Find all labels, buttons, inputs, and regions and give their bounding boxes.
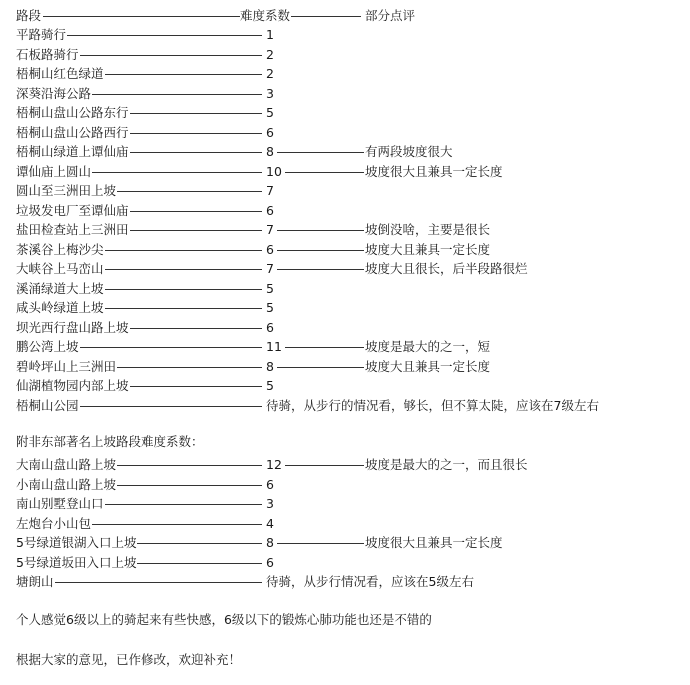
route-difficulty: 6 [266, 202, 274, 218]
route-difficulty: 11 [266, 339, 282, 354]
row-divider [137, 563, 262, 564]
route-difficulty: 3 [266, 496, 274, 511]
route-name: 碧岭坪山上三洲田 [16, 358, 117, 374]
table-row [16, 572, 676, 592]
route-difficulty: 2 [266, 46, 274, 62]
table-row [16, 455, 676, 475]
header-route: 路段 [16, 8, 42, 23]
row-divider [130, 328, 262, 329]
header-difficulty: 难度系数 [240, 8, 291, 23]
row-divider [92, 172, 262, 173]
route-comment: 坡度很大且兼具一定长度 [365, 535, 503, 550]
route-name: 石板路骑行 [16, 46, 79, 62]
route-difficulty: 待骑，从步行情况看，应该在5级左右 [266, 574, 474, 589]
row-divider [92, 524, 262, 525]
route-difficulty: 12 [266, 457, 282, 472]
route-difficulty: 5 [266, 280, 274, 296]
route-name: 5号绿道坂田入口上坡 [16, 554, 137, 570]
route-difficulty: 6 [266, 476, 274, 492]
table-row [16, 357, 676, 377]
route-name: 梧桐山盘山公路东行 [16, 105, 129, 120]
row-divider [67, 35, 262, 36]
row-divider [105, 289, 262, 290]
row-divider [80, 55, 262, 56]
route-name: 圆山至三洲田上坡 [16, 183, 117, 198]
row-divider [130, 386, 262, 387]
table-row [16, 259, 676, 279]
route-name: 梧桐山绿道上谭仙庙 [16, 144, 129, 159]
table-row [16, 475, 676, 495]
row-divider [130, 133, 262, 134]
note-paragraph: 个人感觉6级以上的骑起来有些快感，6级以下的锻炼心肺功能也还是不错的 [16, 612, 432, 627]
route-comment: 坡倒没啥，主要是很长 [365, 222, 491, 237]
row-divider [105, 308, 262, 309]
row-divider [285, 347, 364, 348]
table-row [16, 181, 676, 201]
table-row [16, 162, 676, 182]
route-comment: 坡度很大且兼具一定长度 [365, 163, 503, 179]
route-difficulty: 6 [266, 554, 274, 570]
route-name: 谭仙庙上圆山 [16, 163, 92, 179]
table-row [16, 337, 676, 357]
row-divider [137, 543, 262, 544]
route-difficulty: 待骑，从步行的情况看，够长，但不算太陡，应该在7级左右 [266, 397, 599, 413]
table-row [16, 64, 676, 84]
route-name: 大南山盘山路上坡 [16, 457, 117, 472]
header-divider [43, 16, 240, 17]
row-divider [130, 113, 262, 114]
table-row [16, 494, 676, 514]
route-difficulty: 7 [266, 261, 274, 276]
row-divider [130, 230, 262, 231]
header-comment: 部分点评 [365, 8, 416, 23]
route-difficulty: 5 [266, 378, 274, 393]
table-row [16, 103, 676, 123]
row-divider [130, 211, 262, 212]
row-divider [285, 465, 364, 466]
table-row [16, 45, 676, 65]
route-name: 鹏公湾上坡 [16, 339, 79, 354]
route-name: 梧桐山红色绿道 [16, 66, 104, 81]
route-difficulty: 2 [266, 66, 274, 81]
table-row [16, 220, 676, 240]
route-comment: 有两段坡度很大 [365, 144, 453, 159]
row-divider [130, 152, 262, 153]
row-divider [277, 152, 364, 153]
route-difficulty: 6 [266, 241, 274, 257]
route-name: 左炮台小山包 [16, 515, 92, 531]
row-divider [277, 269, 364, 270]
route-name: 5号绿道银湖入口上坡 [16, 535, 137, 550]
route-name: 深葵沿海公路 [16, 85, 92, 101]
route-name: 大峡谷上马峦山 [16, 261, 104, 276]
route-name: 垃圾发电厂至谭仙庙 [16, 202, 129, 218]
row-divider [277, 230, 364, 231]
table-row [16, 533, 676, 553]
route-difficulty: 7 [266, 183, 274, 198]
row-divider [92, 94, 262, 95]
header-divider [291, 16, 361, 17]
row-divider [80, 406, 262, 407]
row-divider [117, 367, 262, 368]
row-divider [277, 367, 364, 368]
table-row [16, 318, 676, 338]
row-divider [117, 465, 262, 466]
route-name: 咸头岭绿道上坡 [16, 300, 104, 315]
note-paragraph: 根据大家的意见，已作修改，欢迎补充！ [16, 652, 242, 667]
route-name: 塘朗山 [16, 574, 54, 589]
table-row [16, 396, 676, 416]
row-divider [105, 74, 262, 75]
route-difficulty: 6 [266, 319, 274, 335]
route-name: 梧桐山公园 [16, 397, 79, 413]
route-difficulty: 5 [266, 300, 274, 315]
row-divider [80, 347, 262, 348]
route-name: 坝光西行盘山路上坡 [16, 319, 129, 335]
route-comment: 坡度大且很长，后半段路很烂 [365, 261, 528, 276]
route-difficulty: 8 [266, 535, 274, 550]
route-comment: 坡度大且兼具一定长度 [365, 241, 491, 257]
route-difficulty: 10 [266, 163, 282, 179]
route-difficulty: 5 [266, 105, 274, 120]
route-difficulty: 8 [266, 358, 274, 374]
route-name: 溪涌绿道大上坡 [16, 280, 104, 296]
route-name: 茶溪谷上梅沙尖 [16, 241, 104, 257]
route-name: 梧桐山盘山公路西行 [16, 124, 129, 140]
route-name: 南山别墅登山口 [16, 496, 104, 511]
table-row [16, 84, 676, 104]
row-divider [117, 191, 262, 192]
table-row [16, 123, 676, 143]
route-difficulty: 1 [266, 27, 274, 42]
row-divider [285, 172, 364, 173]
route-difficulty: 8 [266, 144, 274, 159]
row-divider [105, 269, 262, 270]
route-difficulty: 6 [266, 124, 274, 140]
route-name: 小南山盘山路上坡 [16, 476, 117, 492]
route-name: 仙湖植物园内部上坡 [16, 378, 129, 393]
table-header [16, 6, 676, 26]
table-row [16, 201, 676, 221]
section2-title: 附非东部著名上坡路段难度系数： [16, 434, 204, 449]
row-divider [117, 485, 262, 486]
route-comment: 坡度是最大的之一，短 [365, 339, 491, 354]
table-row [16, 514, 676, 534]
table-row [16, 142, 676, 162]
row-divider [277, 543, 364, 544]
route-comment: 坡度大且兼具一定长度 [365, 358, 491, 374]
route-name: 盐田检查站上三洲田 [16, 222, 129, 237]
route-difficulty: 3 [266, 85, 274, 101]
route-difficulty: 7 [266, 222, 274, 237]
table-row [16, 298, 676, 318]
row-divider [105, 250, 262, 251]
table-row [16, 240, 676, 260]
table-row [16, 376, 676, 396]
table-row [16, 279, 676, 299]
route-difficulty: 4 [266, 515, 274, 531]
row-divider [55, 582, 262, 583]
table-row [16, 25, 676, 45]
row-divider [277, 250, 364, 251]
route-comment: 坡度是最大的之一，而且很长 [365, 457, 528, 472]
table-row [16, 553, 676, 573]
route-name: 平路骑行 [16, 27, 67, 42]
row-divider [105, 504, 262, 505]
